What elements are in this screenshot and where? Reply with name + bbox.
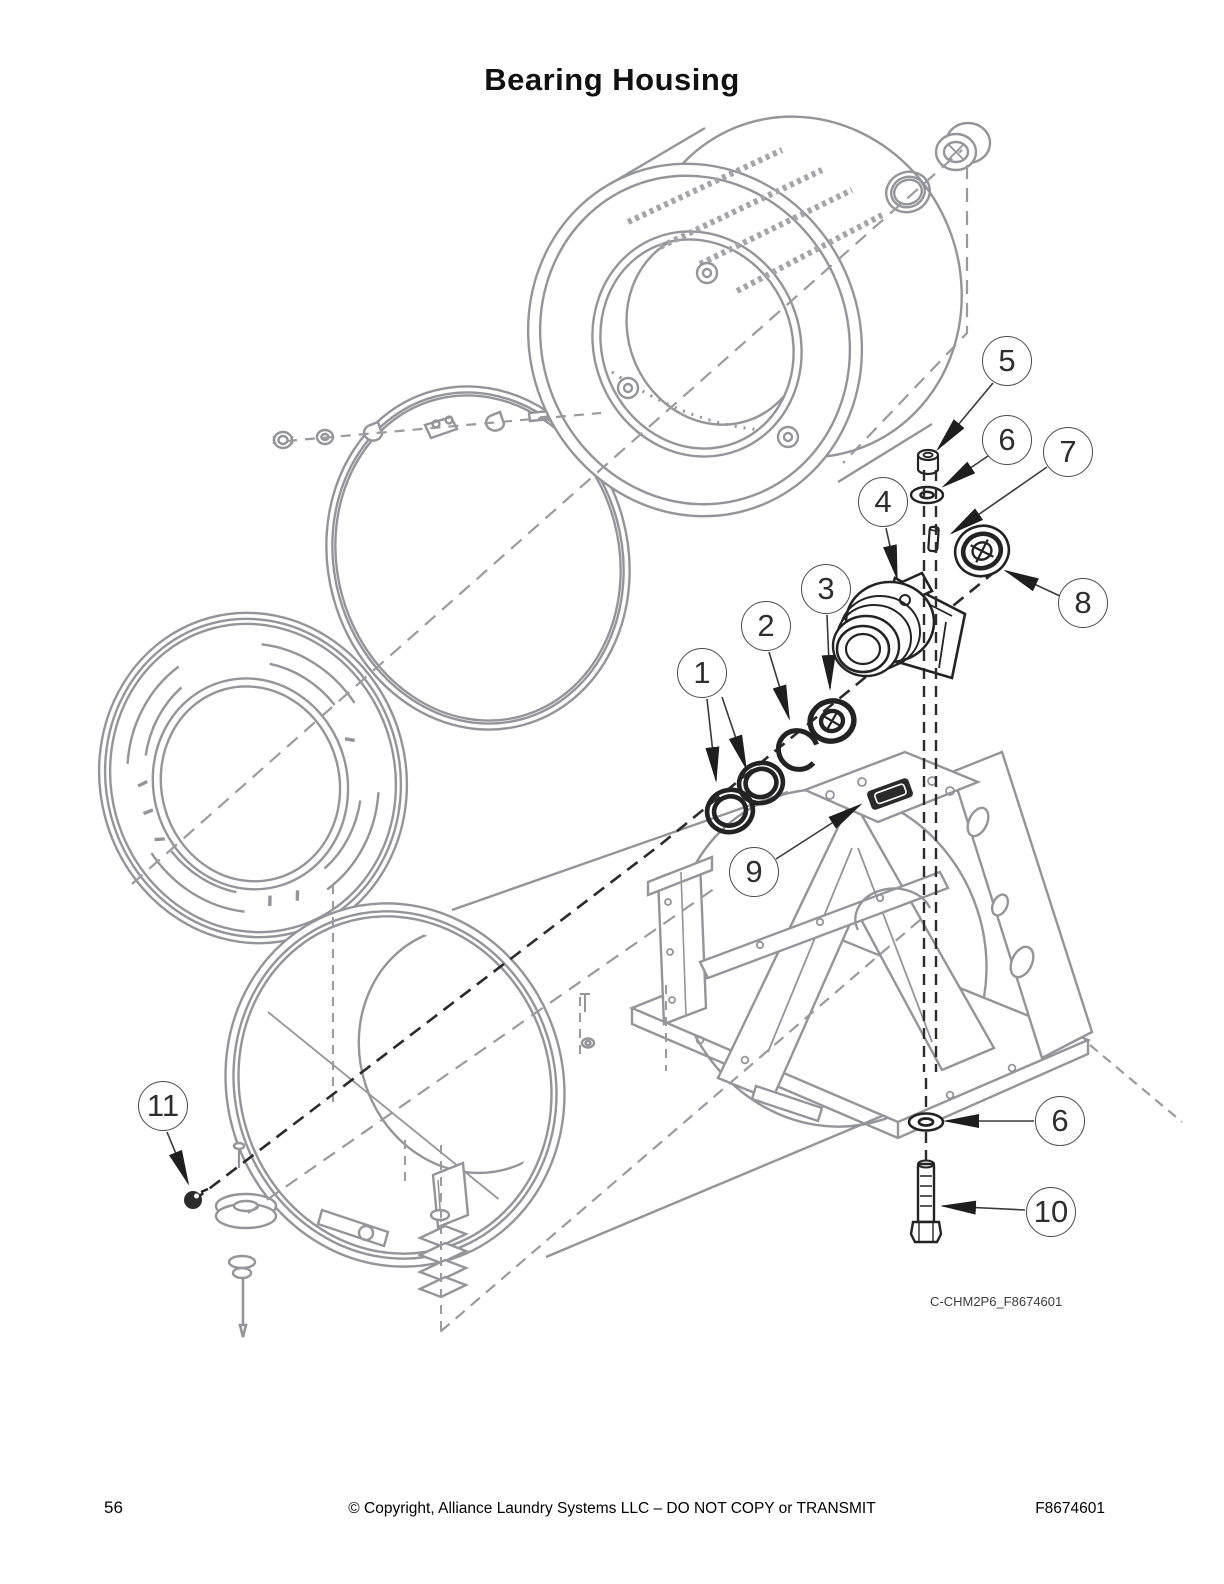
copyright-text: © Copyright, Alliance Laundry Systems LLC – DO NOT COPY or TRANSMIT [348,1500,876,1517]
grey-artwork [62,68,1092,1337]
callout-2 [741,601,791,651]
callout-7-label: 7 [1059,434,1077,469]
figure-code: C-CHM2P6_F8674601 [930,1294,1063,1309]
page-number: 56 [104,1498,123,1517]
bearing-housing [833,573,965,678]
callout-8 [1058,578,1108,628]
page-footer [0,1496,1224,1530]
callout-11 [138,1081,188,1131]
nut-small [184,1189,208,1209]
bolt [911,1161,941,1243]
callout-3-label: 3 [817,571,835,606]
callout-8-label: 8 [1074,585,1092,620]
washer-lower [909,1114,943,1131]
callout-1 [677,648,727,698]
callout-4 [858,477,908,527]
document-number: F8674601 [1035,1500,1105,1517]
callout-5 [982,336,1032,386]
callout-10-label: 10 [1033,1194,1069,1229]
callout-1-label: 1 [693,655,711,690]
callout-6-label: 6 [998,422,1016,457]
callout-4-label: 4 [874,484,892,519]
washer-upper [911,487,943,503]
shaft-cap [936,123,990,170]
callout-9 [729,847,779,897]
callout-6-lower [1035,1096,1085,1146]
page-title: Bearing Housing [484,62,740,97]
callout-5-label: 5 [998,343,1016,378]
callout-10 [1026,1187,1076,1237]
callout-11-label: 11 [146,1088,180,1123]
callout-9-label: 9 [745,854,763,889]
callout-7 [1043,427,1093,477]
callout-6-lower-label: 6 [1051,1103,1069,1138]
callout-3 [801,564,851,614]
callout-6 [982,415,1032,465]
callout-2-label: 2 [757,608,775,643]
roll-pin [928,526,939,551]
